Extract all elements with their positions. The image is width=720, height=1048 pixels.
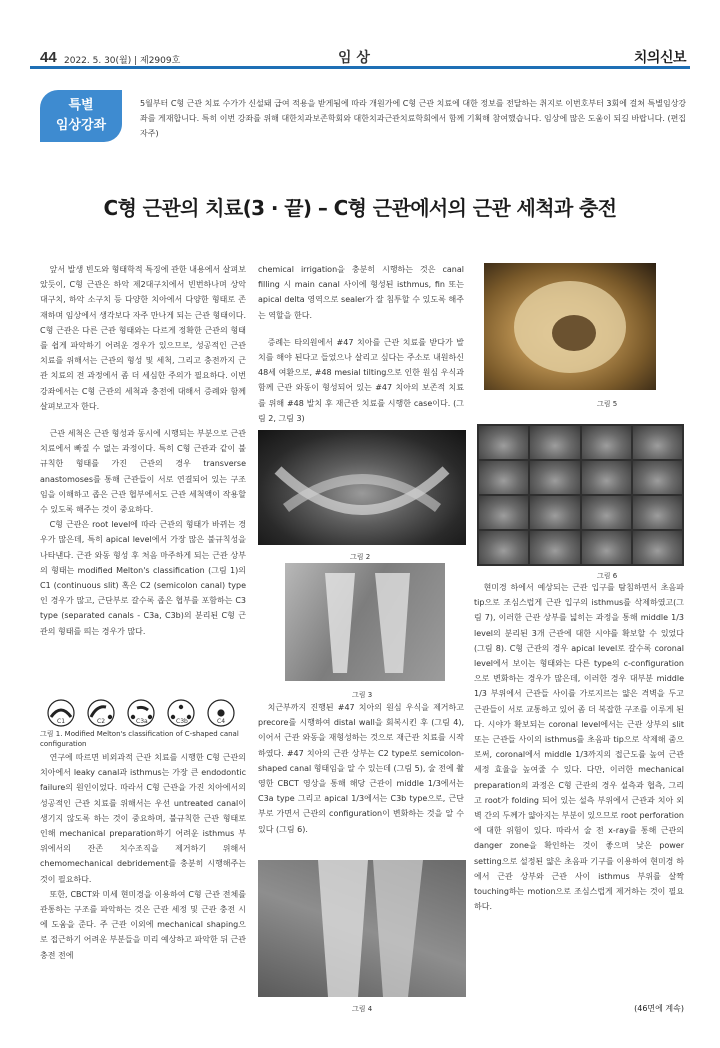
cbct-slice — [633, 461, 682, 494]
badge-line-1: 특별 — [68, 98, 94, 113]
page-number: 44 — [40, 49, 57, 66]
figure-2-panoramic-xray — [258, 430, 466, 545]
figure-5-caption: 그림 5 — [597, 400, 618, 408]
figure-6-cbct-slices — [477, 424, 684, 566]
c1-canal — [51, 710, 71, 717]
paragraph: 앞서 발생 빈도와 형태학적 특징에 관한 내용에서 살펴보았듯이, C형 근관은 하악 제2대구치에서 빈번하나며 상악 대구치, 하악 소구치 등 다양한 치아에서 다양한 형태로 존재하며 임상에서 생각보다 자주 만나게 되는 근관 형태이다. C형 근관은 다른 근관 형태와는 다르게 정확한 근관의 형태를 쉽게 파악하기 어려운 경우가 있으므로, 성공적인 근관 치료를 위해서는 근관의 형성 및 세척, 그리고 충전까지 근관 치료의 전 과정에서 좀 더 세심한 주의가 필요하다. 이번 강좌에서는 C형 근관의 세척과 충전에 대해서 증례와 함께 살펴보고자 한다. — [40, 265, 246, 411]
cbct-slice — [530, 461, 579, 494]
figure-2-caption: 그림 2 — [350, 553, 371, 561]
c2-dot — [108, 715, 111, 718]
paragraph: 치근부까지 진행된 #47 치아의 원심 우식을 제거하고 precore를 시행하여 distal wall을 회복시킨 후 (그림 4), 이어서 근관 와동을 재형성하는 것으로 재근관 치료를 시작하였다. #47 치아의 근관 상부는 C2 type로 semicolon-shaped canal 형태임을 알 수 있는데 (그림 5), 술 전에 촬영한 CBCT 영상을 통해 해당 근관이 middle 1/3에서는 C3a type 그리고 apical 1/3에서는 C3b type으로, 근단부로 가면서 근관의 configuration이 변화하는 것을 알 수 있다 (그림 6). — [258, 703, 464, 834]
special-lecture-badge — [40, 90, 122, 142]
column-2-top — [258, 262, 464, 426]
column-3 — [474, 580, 684, 914]
c3b-dot — [171, 715, 174, 718]
figure-5-clinical-photo — [484, 263, 656, 390]
fig1-label-c4: C4 — [217, 718, 226, 725]
column-1-bottom — [40, 750, 246, 963]
figure-3-caption: 그림 3 — [352, 691, 373, 699]
figure-6-caption: 그림 6 — [597, 572, 618, 580]
cbct-slice — [530, 496, 579, 529]
cbct-slice — [530, 426, 579, 459]
fig1-label-c3a: C3a — [136, 718, 148, 725]
newspaper-logo: 치의신보 — [633, 50, 686, 66]
cbct-slice — [530, 531, 579, 564]
cbct-slice — [582, 496, 631, 529]
figure-3-periapical-xray — [285, 563, 445, 681]
c2-canal — [91, 707, 106, 717]
c3a-dot — [131, 715, 134, 718]
c3a-dot — [148, 715, 151, 718]
section-title: 임 상 — [338, 50, 370, 66]
cbct-slice — [582, 461, 631, 494]
cbct-slice — [479, 531, 528, 564]
editor-note: 5월부터 C형 근관 치료 수가가 신설돼 급여 적용을 받게됨에 따라 개원가에 C형 근관 치료에 대한 정보를 전달하는 취지로 이번호부터 3회에 걸쳐 특별임상강좌를 게재합니다. 특히 이번 강좌를 위해 대한치과보존학회와 대한치과근관치료학회에서 함께 기획해 참여했습니다. 임상에 많은 도움이 되길 바랍니다. (편집자주) — [140, 99, 687, 138]
badge-line-2: 임상강좌 — [55, 118, 107, 133]
cbct-slice — [582, 531, 631, 564]
figure-4-periapical-xray — [258, 860, 466, 997]
c3a-canal — [137, 707, 148, 710]
continued-note: (46면에 계속) — [634, 1004, 684, 1013]
c3b-dot — [179, 705, 182, 708]
c4-canal — [218, 710, 224, 716]
paragraph: 증례는 타의원에서 #47 치아를 근관 치료를 받다가 발치를 해야 된다고 들었으나 살리고 싶다는 주소로 내원하신 48세 여환으로, #48 mesial tilting으로 인한 원심 우식과 함께 근관 와동이 형성되어 있는 #47 치아의 보존적 치료를 위해 #48 발치 후 재근관 치료를 시행한 case이다. (그림 2, 그림 3) — [258, 337, 464, 423]
issue-date: 2022. 5. 30(월) | 제2909호 — [64, 56, 181, 66]
cbct-slice — [633, 426, 682, 459]
figure-4-caption: 그림 4 — [352, 1005, 373, 1013]
cbct-slice — [582, 426, 631, 459]
article-title: C형 근관의 치료(3 · 끝) – C형 근관에서의 근관 세척과 충전 — [103, 196, 617, 220]
cbct-slice — [479, 496, 528, 529]
paragraph: 연구에 따르면 비외과적 근관 치료를 시행한 C형 근관의 치아에서 leaky canal과 isthmus는 가장 큰 endodontic failure의 원인이었다. 따라서 C형 근관을 가진 치아에서의 성공적인 근관 치료를 위해서는 우선 untreated canal이 생기지 않도록 하는 것이 중요하며, 불규칙한 근관 형태로 인해 mechanical preparation하기 어려운 isthmus 부위에서의 잔존 치수조직을 제거하기 위해서 chemomechanical debridement를 충분히 시행해주는 것이 필요하다. — [40, 753, 246, 884]
fig1-label-c1: C1 — [57, 718, 66, 725]
paragraph: chemical irrigation을 충분히 시행하는 것은 canal filling 시 main canal 사이에 형성된 isthmus, fin 또는 apical delta 영역으로 sealer가 잘 침투할 수 있도록 해주는 역할을 한다. — [258, 265, 464, 320]
cbct-slice — [633, 496, 682, 529]
paragraph: 또한, CBCT와 미세 현미경을 이용하여 C형 근관 전체를 관통하는 구조를 파악하는 것은 근관 세정 및 근관 충전 시에 도움을 준다. 주 근관 이외에 mechanical shaping으로 접근하기 어려운 부분들을 미리 예상하고 파악한 뒤 근관 충전 전에 — [40, 889, 246, 960]
header-rule — [30, 66, 690, 69]
column-2-bottom — [258, 700, 464, 837]
paragraph: 근관 세척은 근관 형성과 동시에 시행되는 부분으로 근관 치료에서 빠질 수 없는 과정이다. 특히 C형 근관과 같이 불규칙한 형태를 가진 근관의 경우 transverse anastomoses를 통해 근관들이 서로 연결되어 있는 구조임을 이해하고 좁은 근관 협부에서도 근관 세척액이 작용할 수 있도록 해주는 것이 중요하다. — [40, 429, 246, 515]
paragraph: C형 근관은 root level에 따라 근관의 형태가 바뀌는 경우가 많은데, 특히 apical level에서 가장 많은 불규칙성을 나타낸다. 근관 와동 형성 후 처음 마주하게 되는 근관 상부의 형태는 modified Melton's classification (그림 1)의 C1 (continuous slit) 혹은 C2 (semicolon canal) type인 경우가 많고, 근단부로 갈수록 좁은 협부를 포함하는 C3 type (separated canals - C3a, C3b)의 분리된 C형 근관의 형태를 띄는 경우가 많다. — [40, 520, 246, 636]
cbct-slice — [479, 426, 528, 459]
paragraph: 현미경 하에서 예상되는 근관 입구를 탐침하면서 초음파 tip으로 조심스럽게 근관 입구의 isthmus를 삭제하였고(그림 7), 이러한 근관 상부를 넓히는 과정을 통해 middle 1/3 level의 분리된 3개 근관에 대한 시야를 확보할 수 있었다 (그림 8). C형 근관의 경우 apical level로 갈수록 coronal level에서 보이는 형태와는 다른 type의 c-configuration으로 변화하는 경우가 많은데, 이러한 경우 대부분 middle 1/3 부위에서 근관들 사이를 가로지르는 얇은 격벽을 두고 근관들이 서로 교통하고 있어 좀 더 복잡한 구조를 이루게 된다. 시야가 확보되는 coronal level에서는 근관 상부의 slit 또는 근관들 사이의 isthmus를 초음파 tip으로 삭제해 줌으로써, coronal에서 middle 1/3까지의 접근도를 높여 근관 세정 효율을 높여줄 수 있다. 다만, 이러한 mechanical preparation의 과정은 C형 근관의 경우 설측과 협측, 그리고 root가 folding 되어 있는 설측 부위에서 근관과 치아 외벽 간의 두께가 얇아지는 부분이 있으므로 root perforation에 대한 위험이 있다. 따라서 술 전 x-ray를 통해 근관의 danger zone을 확인하는 것이 좋으며 낮은 power setting으로 설정된 얇은 초음파 기구를 이용하여 현미경 하에서 근관 상부와 근관 사이 isthmus 부위를 살짝 touching하는 motion으로 조심스럽게 제거하는 것이 필요하다. — [474, 583, 684, 912]
cbct-slice — [633, 531, 682, 564]
cbct-slice — [479, 461, 528, 494]
fig1-label-c2: C2 — [97, 718, 106, 725]
column-1-top — [40, 262, 246, 639]
fig1-label-c3b: C3b — [176, 718, 188, 725]
figure-1-caption: 그림 1. Modified Melton's classification of C-shaped canal configuration — [40, 730, 239, 748]
